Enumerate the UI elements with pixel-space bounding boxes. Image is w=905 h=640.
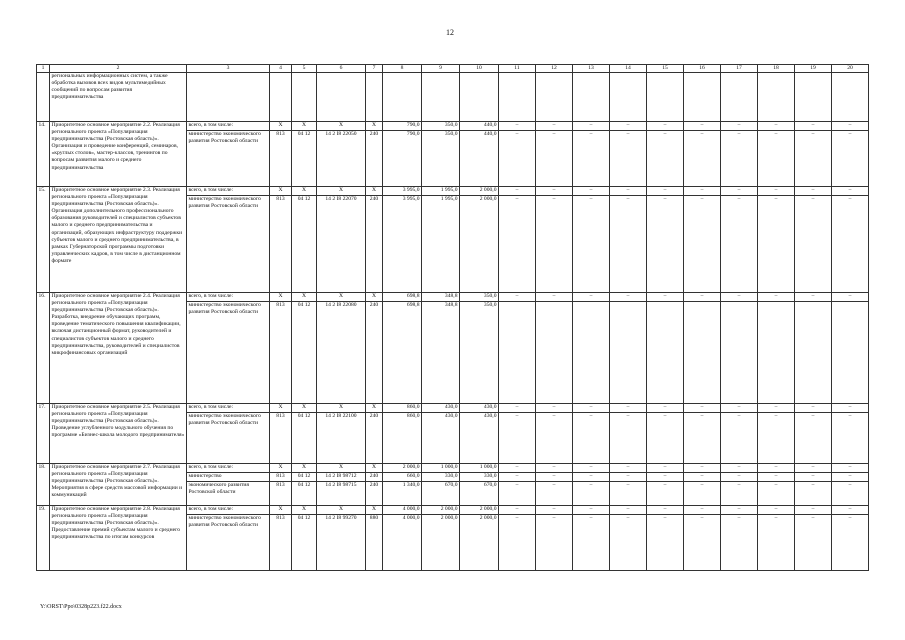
dash-cell: – (573, 506, 610, 515)
dash-cell: – (684, 122, 721, 131)
dash-cell (758, 302, 795, 404)
dash-cell (499, 302, 536, 404)
dash-cell: – (610, 482, 647, 506)
dash-cell: – (758, 293, 795, 302)
dash-cell: – (832, 131, 869, 187)
dash-cell: – (684, 404, 721, 413)
csr-cell: 14 2 I8 22050 (317, 131, 366, 187)
dash-cell: – (499, 506, 536, 515)
dash-cell: – (647, 413, 684, 464)
vr-cell: Х (366, 464, 383, 473)
column-number-6: 6 (317, 65, 366, 73)
dash-cell: – (758, 196, 795, 293)
total-amount-cell: 698,8 (383, 302, 422, 404)
csr-cell: 14 2 I8 22100 (317, 413, 366, 464)
dash-cell: – (758, 404, 795, 413)
dash-cell: – (832, 196, 869, 293)
gr-bs-cell: 813 (270, 482, 292, 506)
dash-cell: – (795, 196, 832, 293)
year-amount-cell: 670,0 (460, 482, 499, 506)
dash-cell: – (647, 464, 684, 473)
dash-cell: – (573, 482, 610, 506)
dash-cell: – (573, 464, 610, 473)
dash-cell: – (795, 413, 832, 464)
vr-cell: Х (366, 122, 383, 131)
row-number-cell: 14. (37, 122, 50, 187)
dash-cell: – (610, 187, 647, 196)
dash-cell: – (610, 515, 647, 571)
rz-pr-cell: Х (292, 122, 317, 131)
dash-cell: – (832, 293, 869, 302)
dash-cell: – (536, 196, 573, 293)
dash-cell: – (610, 131, 647, 187)
table-row (37, 404, 869, 413)
executor-cell: всего, в том числе: (187, 506, 270, 515)
csr-cell: Х (317, 404, 366, 413)
vr-cell: 240 (366, 302, 383, 404)
dash-cell (536, 302, 573, 404)
year-amount-cell: 2 000,0 (422, 506, 460, 515)
dash-cell: – (536, 473, 573, 482)
empty-cell (460, 73, 499, 122)
csr-cell: Х (317, 187, 366, 196)
dash-cell: – (721, 187, 758, 196)
csr-cell: Х (317, 122, 366, 131)
dash-cell: – (832, 404, 869, 413)
dash-cell: – (536, 187, 573, 196)
year-amount-cell: 430,0 (422, 404, 460, 413)
empty-cell (832, 73, 869, 122)
dash-cell: – (795, 122, 832, 131)
gr-bs-cell: 813 (270, 131, 292, 187)
empty-cell (573, 73, 610, 122)
dash-cell: – (758, 187, 795, 196)
gr-bs-cell: Х (270, 187, 292, 196)
rz-pr-cell: Х (292, 404, 317, 413)
year-amount-cell: 350,0 (460, 302, 499, 404)
dash-cell (795, 302, 832, 404)
csr-cell: Х (317, 464, 366, 473)
vr-cell: Х (366, 506, 383, 515)
year-amount-cell: 348,8 (422, 293, 460, 302)
dash-cell: – (647, 122, 684, 131)
dash-cell: – (536, 131, 573, 187)
dash-cell: – (499, 413, 536, 464)
dash-cell: – (684, 131, 721, 187)
column-number-1: 1 (37, 65, 50, 73)
file-path-footer: Y:\ORST\Ppo\0328p223.f22.docx (40, 604, 122, 610)
dash-cell: – (832, 464, 869, 473)
rz-pr-cell: 04 12 (292, 482, 317, 506)
table-row (37, 187, 869, 196)
rz-pr-cell: 04 12 (292, 413, 317, 464)
table-row (37, 293, 869, 302)
csr-cell: 14 2 I8 98712 (317, 473, 366, 482)
column-number-11: 11 (499, 65, 536, 73)
dash-cell: – (795, 293, 832, 302)
dash-cell: – (721, 464, 758, 473)
dash-cell: – (721, 131, 758, 187)
dash-cell: – (721, 413, 758, 464)
dash-cell: – (684, 293, 721, 302)
dash-cell: – (684, 473, 721, 482)
csr-cell: 14 2 I8 98715 (317, 482, 366, 506)
total-amount-cell: 2 000,0 (383, 464, 422, 473)
dash-cell: – (721, 515, 758, 571)
dash-cell: – (832, 187, 869, 196)
executor-cell: министерство экономического развития Ростовской области (187, 196, 270, 293)
rz-pr-cell: Х (292, 464, 317, 473)
year-amount-cell: 670,0 (422, 482, 460, 506)
empty-cell (647, 73, 684, 122)
dash-cell: – (758, 122, 795, 131)
executor-cell: министерство экономического развития Ростовской области (187, 302, 270, 404)
dash-cell: – (610, 293, 647, 302)
executor-cell: всего, в том числе: (187, 404, 270, 413)
dash-cell: – (499, 131, 536, 187)
gr-bs-cell: 813 (270, 302, 292, 404)
dash-cell: – (647, 482, 684, 506)
dash-cell: – (499, 473, 536, 482)
dash-cell: – (795, 131, 832, 187)
year-amount-cell: 1 995,0 (422, 187, 460, 196)
dash-cell: – (573, 196, 610, 293)
dash-cell (647, 302, 684, 404)
measure-description-cell: Приоритетное основное мероприятие 2.8. Реализация регионального проекта «Популяризация предпринимательства (Ростовская область)». Предоставление премий субъектам малого и среднего предпринимательства по итогам конкурсов (50, 506, 187, 571)
dash-cell: – (499, 196, 536, 293)
dash-cell: – (610, 196, 647, 293)
year-amount-cell: 348,8 (422, 302, 460, 404)
total-amount-cell: 860,0 (383, 404, 422, 413)
column-number-12: 12 (536, 65, 573, 73)
rz-pr-cell: Х (292, 506, 317, 515)
row-number-cell: 17. (37, 404, 50, 464)
dash-cell: – (832, 122, 869, 131)
rz-pr-cell: Х (292, 293, 317, 302)
table-row (37, 464, 869, 473)
gr-bs-cell: Х (270, 464, 292, 473)
executor-cell: экономического развития Ростовской области (187, 482, 270, 506)
csr-cell: Х (317, 293, 366, 302)
column-number-15: 15 (647, 65, 684, 73)
year-amount-cell: 350,0 (422, 131, 460, 187)
gr-bs-cell: Х (270, 506, 292, 515)
vr-cell: Х (366, 293, 383, 302)
executor-cell: всего, в том числе: (187, 187, 270, 196)
rz-pr-cell: 04 12 (292, 473, 317, 482)
dash-cell: – (499, 187, 536, 196)
year-amount-cell: 1 000,0 (460, 464, 499, 473)
dash-cell: – (795, 506, 832, 515)
executor-cell: всего, в том числе: (187, 293, 270, 302)
dash-cell: – (795, 482, 832, 506)
dash-cell: – (684, 482, 721, 506)
gr-bs-cell: 813 (270, 196, 292, 293)
empty-cell (187, 73, 270, 122)
executor-cell: всего, в том числе: (187, 122, 270, 131)
year-amount-cell: 430,0 (460, 404, 499, 413)
dash-cell (721, 302, 758, 404)
total-amount-cell: 790,0 (383, 122, 422, 131)
dash-cell: – (832, 506, 869, 515)
row-number-cell (37, 73, 50, 122)
executor-cell: министерство (187, 473, 270, 482)
dash-cell: – (684, 196, 721, 293)
column-number-2: 2 (50, 65, 187, 73)
dash-cell: – (758, 482, 795, 506)
rz-pr-cell: Х (292, 187, 317, 196)
total-amount-cell: 790,0 (383, 131, 422, 187)
year-amount-cell: 330,0 (422, 473, 460, 482)
dash-cell: – (647, 196, 684, 293)
dash-cell (610, 302, 647, 404)
measure-description-cell: Приоритетное основное мероприятие 2.5. Реализация регионального проекта «Популяризация предпринимательства (Ростовская область)». Проведение углубленного модульного обучения по программе «Бизнес-школа молодого предпринимателя» (50, 404, 187, 464)
year-amount-cell: 440,0 (460, 122, 499, 131)
vr-cell: Х (366, 187, 383, 196)
year-amount-cell: 2 000,0 (460, 196, 499, 293)
dash-cell: – (758, 413, 795, 464)
gr-bs-cell: Х (270, 404, 292, 413)
dash-cell: – (647, 506, 684, 515)
dash-cell: – (573, 413, 610, 464)
column-number-20: 20 (832, 65, 869, 73)
page-number: 12 (446, 28, 454, 37)
dash-cell: – (536, 122, 573, 131)
dash-cell: – (795, 404, 832, 413)
empty-cell (536, 73, 573, 122)
total-amount-cell: 860,0 (383, 413, 422, 464)
dash-cell: – (832, 413, 869, 464)
dash-cell: – (573, 131, 610, 187)
column-number-8: 8 (383, 65, 422, 73)
dash-cell: – (573, 122, 610, 131)
dash-cell: – (499, 482, 536, 506)
year-amount-cell: 430,0 (460, 413, 499, 464)
dash-cell: – (795, 515, 832, 571)
rz-pr-cell: 04 12 (292, 131, 317, 187)
column-number-5: 5 (292, 65, 317, 73)
dash-cell: – (536, 293, 573, 302)
empty-cell (292, 73, 317, 122)
dash-cell: – (721, 482, 758, 506)
dash-cell: – (684, 515, 721, 571)
year-amount-cell: 350,0 (460, 293, 499, 302)
vr-cell: 240 (366, 473, 383, 482)
row-number-cell: 19. (37, 506, 50, 571)
gr-bs-cell: Х (270, 293, 292, 302)
column-number-row (37, 65, 869, 73)
year-amount-cell: 1 000,0 (422, 464, 460, 473)
dash-cell: – (758, 131, 795, 187)
dash-cell (573, 302, 610, 404)
vr-cell: 240 (366, 131, 383, 187)
executor-cell: министерство экономического развития Ростовской области (187, 515, 270, 571)
dash-cell: – (536, 404, 573, 413)
row-number-cell: 15. (37, 187, 50, 293)
table-row (37, 506, 869, 515)
empty-cell (684, 73, 721, 122)
year-amount-cell: 2 000,0 (460, 515, 499, 571)
empty-cell (422, 73, 460, 122)
dash-cell: – (721, 122, 758, 131)
dash-cell: – (758, 506, 795, 515)
column-number-16: 16 (684, 65, 721, 73)
table-row (37, 73, 869, 122)
year-amount-cell: 2 000,0 (460, 506, 499, 515)
empty-cell (721, 73, 758, 122)
dash-cell: – (499, 122, 536, 131)
total-amount-cell: 3 995,0 (383, 187, 422, 196)
year-amount-cell: 330,0 (460, 473, 499, 482)
dash-cell: – (684, 506, 721, 515)
vr-cell: 880 (366, 515, 383, 571)
total-amount-cell: 4 000,0 (383, 506, 422, 515)
column-number-9: 9 (422, 65, 460, 73)
empty-cell (366, 73, 383, 122)
dash-cell: – (610, 506, 647, 515)
dash-cell: – (610, 404, 647, 413)
year-amount-cell: 440,0 (460, 131, 499, 187)
total-amount-cell: 660,0 (383, 473, 422, 482)
rz-pr-cell: 04 12 (292, 196, 317, 293)
dash-cell: – (536, 413, 573, 464)
dash-cell: – (573, 515, 610, 571)
year-amount-cell: 430,0 (422, 413, 460, 464)
executor-cell: всего, в том числе: (187, 464, 270, 473)
empty-cell (758, 73, 795, 122)
dash-cell: – (573, 293, 610, 302)
budget-table (36, 64, 869, 571)
continued-description-cell: региональных информационных систем, а также обработка вызовов всех видов мультимедийных сообщений по вопросам развития предпринимательства (50, 73, 187, 122)
dash-cell: – (647, 404, 684, 413)
empty-cell (383, 73, 422, 122)
vr-cell: 240 (366, 196, 383, 293)
gr-bs-cell: 813 (270, 473, 292, 482)
dash-cell: – (721, 404, 758, 413)
gr-bs-cell: 813 (270, 413, 292, 464)
measure-description-cell: Приоритетное основное мероприятие 2.4. Реализация регионального проекта «Популяризация предпринимательства (Ростовская область)». Разработка, внедрение обучающих программ, проведение тематического повышения квалификации, включая дистанционный формат, руководителей и специалистов субъектов малого и среднего предпринимательства, руководителей и специалистов микрофинансовых организаций (50, 293, 187, 404)
total-amount-cell: 4 000,0 (383, 515, 422, 571)
dash-cell: – (610, 122, 647, 131)
dash-cell: – (499, 515, 536, 571)
total-amount-cell: 1 340,0 (383, 482, 422, 506)
empty-cell (499, 73, 536, 122)
rz-pr-cell: 04 12 (292, 302, 317, 404)
dash-cell: – (536, 482, 573, 506)
row-number-cell: 18. (37, 464, 50, 506)
total-amount-cell: 3 995,0 (383, 196, 422, 293)
dash-cell: – (536, 506, 573, 515)
csr-cell: Х (317, 506, 366, 515)
column-number-4: 4 (270, 65, 292, 73)
dash-cell: – (684, 413, 721, 464)
dash-cell: – (795, 187, 832, 196)
column-number-3: 3 (187, 65, 270, 73)
dash-cell: – (647, 187, 684, 196)
dash-cell: – (832, 473, 869, 482)
dash-cell: – (647, 293, 684, 302)
executor-cell: министерство экономического развития Ростовской области (187, 131, 270, 187)
column-number-17: 17 (721, 65, 758, 73)
dash-cell: – (610, 473, 647, 482)
column-number-18: 18 (758, 65, 795, 73)
csr-cell: 14 2 I8 22080 (317, 302, 366, 404)
dash-cell: – (610, 413, 647, 464)
dash-cell: – (721, 196, 758, 293)
dash-cell: – (499, 404, 536, 413)
column-number-13: 13 (573, 65, 610, 73)
year-amount-cell: 1 995,0 (422, 196, 460, 293)
dash-cell: – (536, 464, 573, 473)
row-number-cell: 16. (37, 293, 50, 404)
dash-cell: – (647, 515, 684, 571)
vr-cell: Х (366, 404, 383, 413)
executor-cell: министерство экономического развития Ростовской области (187, 413, 270, 464)
dash-cell: – (610, 464, 647, 473)
table-row (37, 122, 869, 131)
dash-cell: – (573, 404, 610, 413)
measure-description-cell: Приоритетное основное мероприятие 2.7. Реализация регионального проекта «Популяризация предпринимательства (Ростовская область)». Мероприятия в сфере средств массовой информации и коммуникаций (50, 464, 187, 506)
empty-cell (270, 73, 292, 122)
dash-cell: – (721, 293, 758, 302)
gr-bs-cell: 813 (270, 515, 292, 571)
dash-cell: – (721, 506, 758, 515)
dash-cell: – (832, 515, 869, 571)
rz-pr-cell: 04 12 (292, 515, 317, 571)
csr-cell: 14 2 I8 22070 (317, 196, 366, 293)
dash-cell (684, 302, 721, 404)
csr-cell: 14 2 I8 99270 (317, 515, 366, 571)
dash-cell: – (647, 473, 684, 482)
dash-cell: – (573, 473, 610, 482)
vr-cell: 240 (366, 413, 383, 464)
total-amount-cell: 698,8 (383, 293, 422, 302)
dash-cell: – (758, 473, 795, 482)
dash-cell: – (721, 473, 758, 482)
year-amount-cell: 2 000,0 (422, 515, 460, 571)
dash-cell: – (647, 131, 684, 187)
empty-cell (317, 73, 366, 122)
dash-cell: – (573, 187, 610, 196)
dash-cell: – (758, 515, 795, 571)
empty-cell (610, 73, 647, 122)
dash-cell: – (795, 464, 832, 473)
dash-cell: – (684, 464, 721, 473)
column-number-14: 14 (610, 65, 647, 73)
dash-cell: – (684, 187, 721, 196)
dash-cell: – (832, 482, 869, 506)
empty-cell (795, 73, 832, 122)
year-amount-cell: 350,0 (422, 122, 460, 131)
measure-description-cell: Приоритетное основное мероприятие 2.3. Реализация регионального проекта «Популяризация предпринимательства (Ростовская область)». Организация дополнительного профессионального образования руководителей и специалистов субъектов малого и среднего предпринимательства и организаций, образующих инфраструктуру поддержки субъектов малого и среднего предпринимательства, в рамках Губернаторской программы подготовки управленческих кадров, в том числе в дистанционном формате (50, 187, 187, 293)
dash-cell: – (499, 464, 536, 473)
dash-cell: – (758, 464, 795, 473)
year-amount-cell: 2 000,0 (460, 187, 499, 196)
dash-cell: – (536, 515, 573, 571)
gr-bs-cell: Х (270, 122, 292, 131)
dash-cell: – (499, 293, 536, 302)
column-number-7: 7 (366, 65, 383, 73)
vr-cell: 240 (366, 482, 383, 506)
column-number-10: 10 (460, 65, 499, 73)
measure-description-cell: Приоритетное основное мероприятие 2.2. Реализация регионального проекта «Популяризация предпринимательства (Ростовская область)». Организация и проведение конференций, семинаров, «круглых столов», мастер-классов, тренингов по вопросам развития малого и среднего предпринимательства (50, 122, 187, 187)
dash-cell: – (795, 473, 832, 482)
column-number-19: 19 (795, 65, 832, 73)
dash-cell (832, 302, 869, 404)
